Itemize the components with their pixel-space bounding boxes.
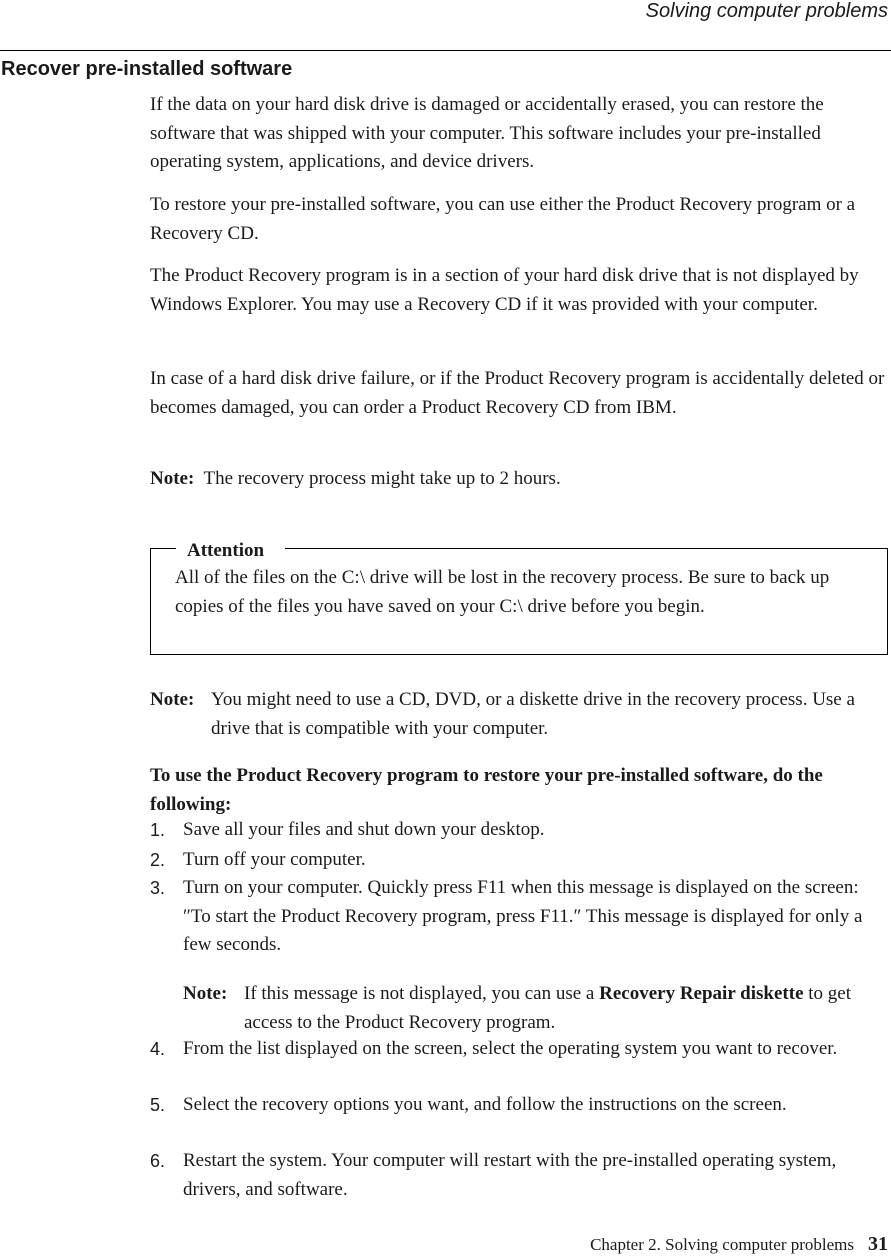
page-number: 31 bbox=[868, 1233, 888, 1255]
note-label: Note: bbox=[150, 468, 195, 489]
attention-label: Attention bbox=[187, 538, 264, 564]
page-footer bbox=[590, 1233, 888, 1256]
note-text-after: to get access to the Product Recovery program. bbox=[244, 983, 851, 1033]
step-text: Save all your files and shut down your desktop. bbox=[183, 819, 545, 840]
note-text: The recovery process might take up to 2 hours. bbox=[203, 468, 561, 489]
header-rule bbox=[0, 50, 891, 51]
note-label: Note: bbox=[150, 689, 195, 710]
list-item bbox=[150, 846, 890, 875]
procedure-intro: To use the Product Recovery program to restore your pre-installed software, do the following: bbox=[150, 765, 823, 815]
paragraph-4: In case of a hard disk drive failure, or if the Product Recovery program is accidentally deleted or becomes damaged, you can order a Product Recovery CD from IBM. bbox=[150, 368, 885, 418]
attention-text: All of the files on the C:\ drive will be lost in the recovery process. Be sure to back up copies of the files you have saved on your C:\ drive before you begin. bbox=[175, 567, 830, 617]
note-recovery-time bbox=[150, 465, 561, 494]
paragraph-2: To restore your pre-installed software, you can use either the Product Recovery program or a Recovery CD. bbox=[150, 194, 856, 244]
step-number: 1. bbox=[150, 820, 166, 840]
running-header: Solving computer problems bbox=[645, 0, 888, 22]
step-number: 4. bbox=[150, 1039, 166, 1059]
section-title: Recover pre-installed software bbox=[1, 58, 293, 80]
list-item bbox=[150, 816, 890, 845]
paragraph-3: The Product Recovery program is in a section of your hard disk drive that is not displayed by Windows Explorer. You may use a Recovery CD if it was provided with your computer. bbox=[150, 265, 859, 315]
step-text: From the list displayed on the screen, select the operating system you want to recover. bbox=[183, 1038, 838, 1059]
recovery-repair-diskette-term: Recovery Repair diskette bbox=[599, 983, 804, 1004]
step-number: 6. bbox=[150, 1151, 166, 1171]
list-item bbox=[150, 874, 890, 960]
list-item bbox=[150, 1147, 890, 1204]
attention-top-rule-right bbox=[285, 548, 888, 549]
note-text-before: If this message is not displayed, you can use a bbox=[244, 983, 600, 1004]
step-text: Select the recovery options you want, and follow the instructions on the screen. bbox=[183, 1094, 787, 1115]
footer-chapter: Chapter 2. Solving computer problems bbox=[590, 1235, 854, 1254]
step-number: 5. bbox=[150, 1095, 166, 1115]
note-text: You might need to use a CD, DVD, or a diskette drive in the recovery process. Use a drive that is compatible with your computer. bbox=[211, 689, 855, 739]
step-number: 3. bbox=[150, 878, 166, 898]
body-paragraph bbox=[150, 365, 888, 422]
paragraph-1: If the data on your hard disk drive is damaged or accidentally erased, you can restore the software that was shipped with your computer. This software includes your pre-installed operating system, applications, and device drivers. bbox=[150, 94, 824, 172]
step-3-note bbox=[183, 980, 883, 1037]
body-paragraph bbox=[150, 262, 888, 319]
step-text: Restart the system. Your computer will restart with the pre-installed operating system, drivers, and software. bbox=[183, 1150, 837, 1200]
note-text bbox=[244, 980, 883, 1037]
body-paragraph bbox=[150, 191, 888, 248]
step-text: Turn on your computer. Quickly press F11 when this message is displayed on the screen: ″To start the Product Recovery program, press F11.″ This message is displayed for only a few seconds. bbox=[183, 877, 863, 955]
list-item bbox=[150, 1091, 890, 1120]
note-label: Note: bbox=[183, 983, 228, 1004]
step-text: Turn off your computer. bbox=[183, 849, 366, 870]
attention-top-rule-left bbox=[150, 548, 176, 549]
step-number: 2. bbox=[150, 850, 166, 870]
note-drive bbox=[150, 686, 888, 743]
body-paragraph bbox=[150, 91, 888, 177]
list-item bbox=[150, 1035, 890, 1064]
